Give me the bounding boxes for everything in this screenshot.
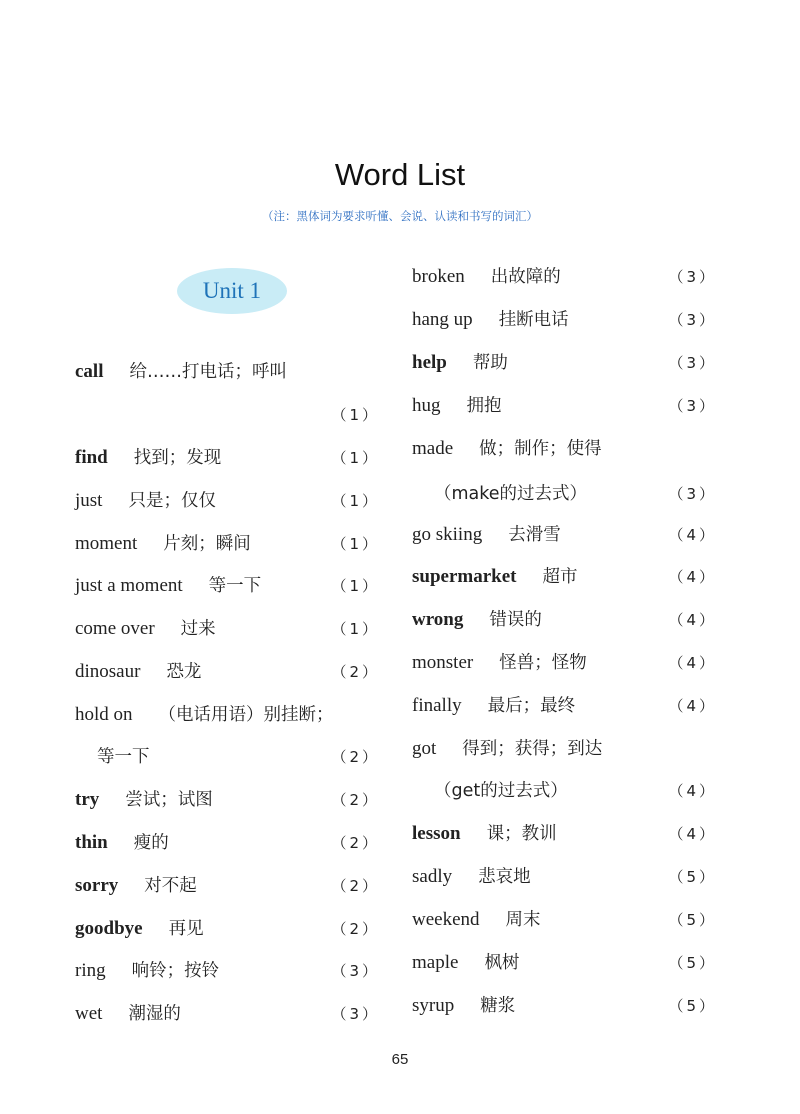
entry-word: dinosaur [75,661,141,682]
unit-badge: Unit 1 [177,268,287,314]
word-entry [412,991,717,1021]
word-entry [412,434,717,464]
entry-meaning: 糖浆 [480,996,516,1016]
entry-word: broken [412,266,465,287]
word-entry [75,571,380,601]
entry-meaning: 尝试；试图 [125,790,213,810]
entry-meaning: 找到；发现 [133,448,222,468]
word-entry [75,828,380,858]
entry-word: just a moment [75,575,183,596]
entry-meaning: 响铃；按铃 [131,961,220,981]
entry-unit: （2） [331,791,380,809]
entry-unit: （3） [668,311,717,329]
word-entry [75,914,380,944]
entry-unit: （3） [668,268,717,286]
entry-word: made [412,438,454,459]
word-entry [412,905,717,935]
entry-word: thin [75,832,108,853]
entry-word: syrup [412,995,455,1016]
word-entry [75,785,380,815]
word-entry-continued [75,742,380,772]
entry-unit: （1） [331,449,380,467]
entry-word: weekend [412,909,480,930]
entry-meaning: 对不起 [144,876,197,896]
entry-unit: （4） [668,611,717,629]
entry-meaning: 课；教训 [486,824,557,844]
page-title: Word List [334,157,466,192]
word-entry [412,305,717,335]
entry-word: hang up [412,309,473,330]
word-entry [75,357,380,387]
word-entry [412,819,717,849]
entry-unit: （4） [668,697,717,715]
entry-unit: （4） [668,825,717,843]
entry-unit: （1） [331,406,380,424]
word-entry-continued [412,776,717,806]
word-entry [75,871,380,901]
word-entry [412,348,717,378]
entry-word: hug [412,395,441,416]
entry-unit: （2） [331,920,380,938]
entry-unit: （3） [668,354,717,372]
entry-meaning: 出故障的 [490,267,561,287]
entry-unit: （3） [331,962,380,980]
entry-meaning: 悲哀地 [478,867,531,887]
word-entry [412,391,717,421]
word-entry [412,520,717,550]
entry-word: sadly [412,866,453,887]
entry-unit: （2） [331,834,380,852]
word-entry [412,691,717,721]
entry-meaning: （get的过去式） [434,781,568,801]
entry-meaning: 只是；仅仅 [128,491,216,511]
word-entry [412,734,717,764]
entry-word: wet [75,1003,103,1024]
entry-unit: （1） [331,492,380,510]
word-entry [412,262,717,292]
entry-unit: （1） [331,577,380,595]
entry-word: come over [75,618,155,639]
entry-word: wrong [412,609,464,630]
entry-word: supermarket [412,566,517,587]
entry-word: sorry [75,875,119,896]
entry-word: finally [412,695,462,716]
entry-meaning: 潮湿的 [128,1004,181,1024]
entry-unit: （3） [668,397,717,415]
entry-meaning: 帮助 [472,353,508,373]
entry-word: help [412,352,447,373]
word-entry [75,614,380,644]
word-entry [412,562,717,592]
entry-unit: （1） [331,535,380,553]
entry-unit: （3） [668,485,717,503]
entry-word: just [75,490,103,511]
word-entry [75,529,380,559]
entry-meaning: 挂断电话 [498,310,569,330]
entry-meaning: 等一下 [97,747,150,767]
entry-meaning: （电话用语）别挂断； [158,705,334,725]
bold-words-note: （注：黑体词为要求听懂、会说、认读和书写的词汇） [262,209,538,223]
word-entry [75,999,380,1029]
entry-word: got [412,738,437,759]
entry-meaning: 错误的 [489,610,542,630]
entry-unit: （5） [668,911,717,929]
word-entry [75,486,380,516]
entry-meaning: 再见 [168,919,204,939]
entry-word: go skiing [412,524,483,545]
entry-word: call [75,361,104,382]
word-entry-continued [412,479,717,509]
entry-unit: （4） [668,654,717,672]
entry-unit: （2） [331,877,380,895]
entry-unit: （2） [331,663,380,681]
entry-word: hold on [75,704,133,725]
word-entry [75,700,380,730]
entry-meaning: 怪兽；怪物 [499,653,587,673]
entry-meaning: 给……打电话；呼叫 [129,362,287,382]
entry-meaning: 过来 [180,619,216,639]
entry-word: moment [75,533,138,554]
entry-word: maple [412,952,459,973]
entry-meaning: 枫树 [484,953,520,973]
entry-word: try [75,789,100,810]
entry-unit: （3） [331,1005,380,1023]
entry-meaning: 超市 [542,567,578,587]
page-number: 65 [391,1051,409,1068]
word-entry [412,862,717,892]
entry-meaning: 周末 [505,910,541,930]
entry-word: ring [75,960,106,981]
word-entry [75,657,380,687]
entry-meaning: 得到；获得；到达 [462,739,603,759]
entry-unit: （1） [331,620,380,638]
entry-meaning: 拥抱 [466,396,502,416]
entry-word: monster [412,652,474,673]
entry-unit: （5） [668,868,717,886]
entry-word: find [75,447,108,468]
entry-meaning: 去滑雪 [508,525,561,545]
entry-unit: （5） [668,997,717,1015]
entry-meaning: 片刻；瞬间 [163,534,251,554]
entry-meaning: 最后；最终 [487,696,576,716]
word-entry [412,605,717,635]
entry-unit: （5） [668,954,717,972]
word-entry [75,443,380,473]
word-entry [412,948,717,978]
entry-meaning: 恐龙 [166,662,202,682]
entry-word: lesson [412,823,461,844]
word-entry [75,956,380,986]
entry-unit: （4） [668,526,717,544]
entry-unit: （2） [331,748,380,766]
entry-meaning: （make的过去式） [434,484,588,504]
entry-unit: （4） [668,782,717,800]
word-entry-continued [75,400,380,430]
entry-meaning: 做；制作；使得 [479,439,602,459]
entry-meaning: 等一下 [208,576,262,596]
entry-unit: （4） [668,568,717,586]
entry-word: goodbye [75,918,143,939]
word-entry [412,648,717,678]
entry-meaning: 瘦的 [133,833,169,853]
